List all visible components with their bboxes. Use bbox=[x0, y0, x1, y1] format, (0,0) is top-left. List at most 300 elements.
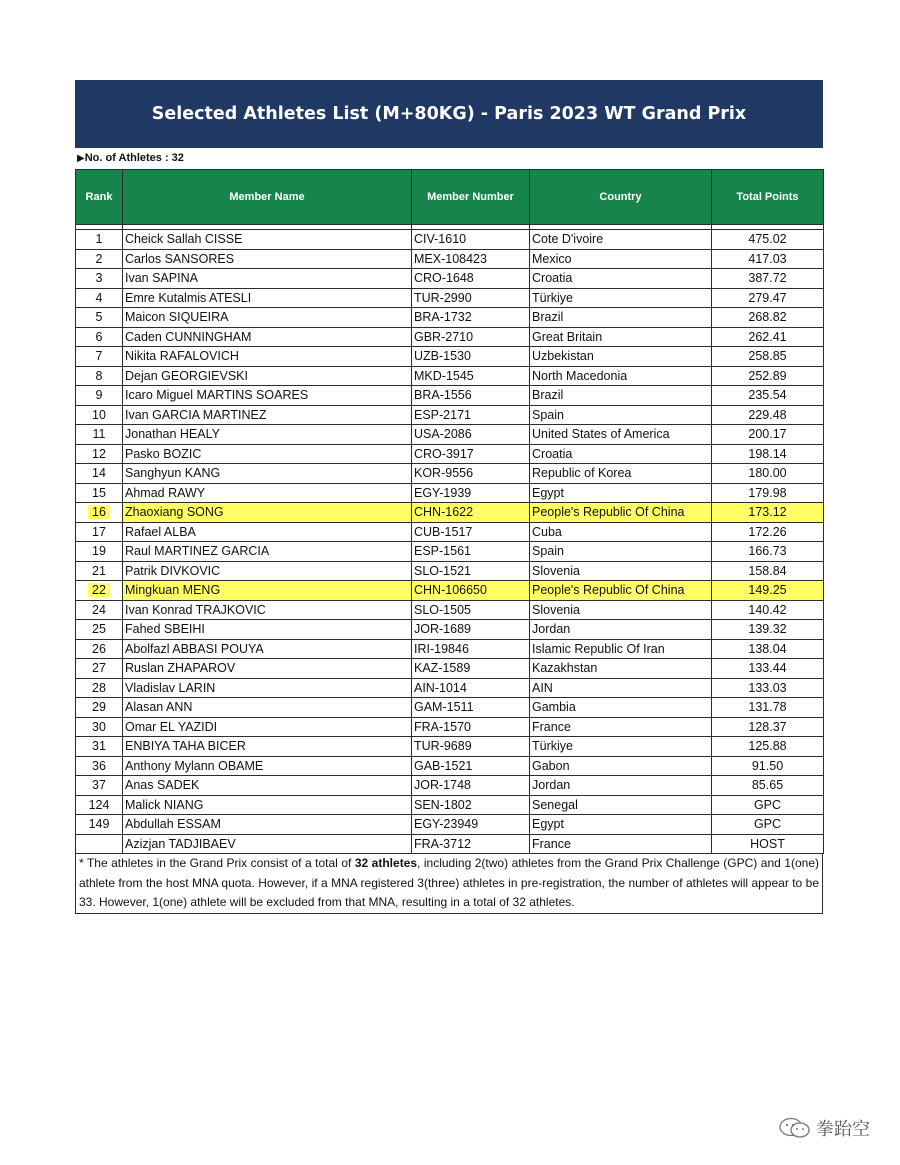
table-row bbox=[76, 678, 824, 698]
member-name-cell bbox=[123, 737, 412, 757]
member-name-cell-text: Ruslan ZHAPAROV bbox=[125, 661, 236, 676]
athlete-count-label: No. of Athletes : 32 bbox=[84, 152, 184, 164]
total-points-cell-text: 173.12 bbox=[748, 505, 787, 520]
member-name-cell bbox=[123, 308, 412, 328]
total-points-cell-text: 125.88 bbox=[748, 739, 787, 754]
country-cell bbox=[530, 230, 712, 250]
table-row bbox=[76, 776, 824, 796]
country-cell-text: People's Republic Of China bbox=[532, 505, 685, 520]
country-cell bbox=[530, 386, 712, 406]
footnote bbox=[75, 854, 823, 914]
rank-cell-text: 11 bbox=[92, 427, 106, 442]
rank-cell-text: 27 bbox=[92, 661, 106, 676]
member-name-cell bbox=[123, 698, 412, 718]
total-points-cell-text: 180.00 bbox=[748, 466, 787, 481]
total-points-cell bbox=[712, 717, 824, 737]
total-points-cell-text: GPC bbox=[753, 817, 782, 832]
country-cell-text: Brazil bbox=[532, 388, 564, 403]
member-name-cell-text: Anthony Mylann OBAME bbox=[125, 758, 264, 773]
table-row bbox=[76, 581, 824, 601]
member-name-cell bbox=[123, 503, 412, 523]
country-cell bbox=[530, 425, 712, 445]
member-number-cell bbox=[412, 581, 530, 601]
total-points-cell-text: 158.84 bbox=[748, 563, 787, 578]
member-name-cell bbox=[123, 230, 412, 250]
total-points-cell bbox=[712, 737, 824, 757]
member-name-cell-text: Cheick Sallah CISSE bbox=[125, 232, 243, 247]
total-points-cell-text: 235.54 bbox=[748, 388, 787, 403]
member-number-cell bbox=[412, 386, 530, 406]
total-points-cell-text: 138.04 bbox=[748, 641, 787, 656]
country-cell-text: Slovenia bbox=[532, 602, 580, 617]
country-cell-text: North Macedonia bbox=[532, 368, 628, 383]
member-number-cell-text: BRA-1732 bbox=[414, 310, 472, 325]
total-points-cell-text: 128.37 bbox=[748, 719, 787, 734]
country-cell-text: People's Republic Of China bbox=[532, 583, 685, 598]
footnote-bold-count: 32 athletes bbox=[354, 856, 418, 870]
table-row bbox=[76, 327, 824, 347]
total-points-cell-text: 417.03 bbox=[748, 251, 787, 266]
rank-cell-text: 15 bbox=[92, 485, 106, 500]
member-number-cell-text: USA-2086 bbox=[414, 427, 472, 442]
watermark-text: 拳跆空 bbox=[816, 1119, 870, 1139]
country-cell bbox=[530, 717, 712, 737]
member-name-cell-text: Ivan SAPINA bbox=[125, 271, 198, 286]
rank-cell-text: 8 bbox=[95, 368, 103, 383]
total-points-cell bbox=[712, 249, 824, 269]
total-points-cell bbox=[712, 795, 824, 815]
member-number-cell-text: MKD-1545 bbox=[414, 368, 474, 383]
country-cell bbox=[530, 600, 712, 620]
rank-cell-text: 37 bbox=[92, 778, 106, 793]
country-cell-text: Cote D'ivoire bbox=[532, 232, 604, 247]
total-points-cell-text: HOST bbox=[750, 836, 785, 851]
country-cell bbox=[530, 737, 712, 757]
total-points-cell-text: 262.41 bbox=[748, 329, 787, 344]
member-name-cell-text: Abdullah ESSAM bbox=[125, 817, 221, 832]
total-points-cell bbox=[712, 698, 824, 718]
total-points-cell bbox=[712, 366, 824, 386]
member-name-cell-text: ENBIYA TAHA BICER bbox=[125, 739, 246, 754]
rank-cell-text: 149 bbox=[88, 817, 110, 832]
total-points-cell bbox=[712, 444, 824, 464]
member-number-cell-text: CRO-1648 bbox=[414, 271, 474, 286]
member-number-cell bbox=[412, 425, 530, 445]
table-row bbox=[76, 795, 824, 815]
country-cell bbox=[530, 776, 712, 796]
member-number-cell bbox=[412, 444, 530, 464]
rank-cell bbox=[76, 503, 123, 523]
member-number-cell-text: CIV-1610 bbox=[414, 232, 467, 247]
member-number-cell bbox=[412, 834, 530, 854]
member-number-cell-text: GBR-2710 bbox=[414, 329, 474, 344]
rank-cell bbox=[76, 776, 123, 796]
table-row bbox=[76, 834, 824, 854]
country-cell bbox=[530, 347, 712, 367]
total-points-cell bbox=[712, 620, 824, 640]
rank-cell bbox=[76, 561, 123, 581]
rank-cell bbox=[76, 581, 123, 601]
member-number-cell bbox=[412, 561, 530, 581]
member-number-cell-text: JOR-1748 bbox=[414, 778, 471, 793]
member-name-cell bbox=[123, 776, 412, 796]
table-row bbox=[76, 288, 824, 308]
rank-cell bbox=[76, 834, 123, 854]
member-name-cell bbox=[123, 347, 412, 367]
rank-cell-text: 4 bbox=[95, 290, 103, 305]
member-number-cell-text: GAM-1511 bbox=[414, 700, 474, 715]
total-points-cell-text: 131.78 bbox=[748, 700, 787, 715]
member-name-cell-text: Malick NIANG bbox=[125, 797, 204, 812]
total-points-cell-text: 200.17 bbox=[748, 427, 787, 442]
country-cell-text: Republic of Korea bbox=[532, 466, 632, 481]
total-points-cell-text: 258.85 bbox=[748, 349, 787, 364]
rank-cell-text: 24 bbox=[92, 602, 106, 617]
member-number-cell bbox=[412, 620, 530, 640]
country-cell bbox=[530, 678, 712, 698]
page-title: Selected Athletes List (M+80KG) - Paris 2023 WT Grand Prix bbox=[75, 80, 823, 148]
total-points-cell bbox=[712, 347, 824, 367]
total-points-cell bbox=[712, 308, 824, 328]
member-name-cell bbox=[123, 795, 412, 815]
table-row bbox=[76, 639, 824, 659]
rank-cell bbox=[76, 659, 123, 679]
member-number-cell bbox=[412, 483, 530, 503]
total-points-cell bbox=[712, 639, 824, 659]
country-cell-text: Great Britain bbox=[532, 329, 603, 344]
table-row bbox=[76, 522, 824, 542]
member-number-cell bbox=[412, 269, 530, 289]
rank-cell-text: 12 bbox=[92, 446, 106, 461]
total-points-cell-text: 85.65 bbox=[751, 778, 784, 793]
rank-cell-text: 2 bbox=[95, 251, 103, 266]
member-number-cell-text: SLO-1505 bbox=[414, 602, 471, 617]
country-cell bbox=[530, 327, 712, 347]
country-cell-text: Gabon bbox=[532, 758, 570, 773]
table-row bbox=[76, 659, 824, 679]
athletes-table bbox=[75, 169, 824, 854]
country-cell bbox=[530, 834, 712, 854]
country-cell-text: Slovenia bbox=[532, 563, 580, 578]
total-points-cell-text: 387.72 bbox=[748, 271, 787, 286]
member-name-cell-text: Ahmad RAWY bbox=[125, 485, 206, 500]
total-points-cell-text: 279.47 bbox=[748, 290, 787, 305]
rank-cell bbox=[76, 366, 123, 386]
total-points-cell bbox=[712, 386, 824, 406]
country-cell bbox=[530, 249, 712, 269]
rank-cell bbox=[76, 639, 123, 659]
country-cell-text: France bbox=[532, 836, 571, 851]
member-name-cell-text: Fahed SBEIHI bbox=[125, 622, 205, 637]
member-number-cell bbox=[412, 366, 530, 386]
member-number-cell-text: ESP-1561 bbox=[414, 544, 471, 559]
country-cell bbox=[530, 444, 712, 464]
member-number-cell bbox=[412, 542, 530, 562]
member-number-cell-text: UZB-1530 bbox=[414, 349, 471, 364]
rank-cell-text: 22 bbox=[88, 583, 110, 597]
rank-cell-text: 36 bbox=[92, 758, 106, 773]
rank-cell-text: 10 bbox=[92, 407, 106, 422]
table-row bbox=[76, 717, 824, 737]
wechat-logo-icon bbox=[778, 1117, 812, 1139]
total-points-cell bbox=[712, 327, 824, 347]
member-name-cell bbox=[123, 269, 412, 289]
member-number-cell-text: KAZ-1589 bbox=[414, 661, 471, 676]
rank-cell-text: 14 bbox=[92, 466, 106, 481]
country-cell-text: Croatia bbox=[532, 446, 573, 461]
country-cell-text: Islamic Republic Of Iran bbox=[532, 641, 665, 656]
table-row bbox=[76, 425, 824, 445]
rank-cell bbox=[76, 464, 123, 484]
member-number-cell bbox=[412, 347, 530, 367]
rank-cell bbox=[76, 600, 123, 620]
member-number-cell-text: FRA-1570 bbox=[414, 719, 471, 734]
rank-cell bbox=[76, 756, 123, 776]
member-number-cell-text: CHN-1622 bbox=[414, 505, 474, 520]
member-name-cell bbox=[123, 659, 412, 679]
rank-cell bbox=[76, 347, 123, 367]
member-number-cell-text: TUR-9689 bbox=[414, 739, 472, 754]
total-points-cell bbox=[712, 522, 824, 542]
rank-cell-text: 3 bbox=[95, 271, 103, 286]
country-cell bbox=[530, 795, 712, 815]
table-row bbox=[76, 756, 824, 776]
member-number-cell-text: SLO-1521 bbox=[414, 563, 471, 578]
member-number-cell-text: SEN-1802 bbox=[414, 797, 472, 812]
rank-cell-text: 28 bbox=[92, 680, 106, 695]
country-cell-text: AIN bbox=[532, 680, 553, 695]
member-name-cell bbox=[123, 717, 412, 737]
total-points-cell-text: 229.48 bbox=[748, 407, 787, 422]
member-name-cell bbox=[123, 288, 412, 308]
total-points-cell bbox=[712, 464, 824, 484]
rank-cell-text: 7 bbox=[95, 349, 103, 364]
member-number-cell bbox=[412, 230, 530, 250]
rank-cell bbox=[76, 542, 123, 562]
rank-cell-text: 5 bbox=[95, 310, 103, 325]
country-cell-text: United States of America bbox=[532, 427, 670, 442]
member-name-cell bbox=[123, 639, 412, 659]
country-cell bbox=[530, 620, 712, 640]
country-cell-text: Egypt bbox=[532, 485, 564, 500]
rank-cell-text: 25 bbox=[92, 622, 106, 637]
country-cell-text: Croatia bbox=[532, 271, 573, 286]
member-number-cell-text: JOR-1689 bbox=[414, 622, 471, 637]
rank-cell bbox=[76, 308, 123, 328]
member-number-cell-text: MEX-108423 bbox=[414, 251, 487, 266]
rank-cell-text: 29 bbox=[92, 700, 106, 715]
country-cell-text: Kazakhstan bbox=[532, 661, 598, 676]
country-cell bbox=[530, 503, 712, 523]
total-points-cell bbox=[712, 834, 824, 854]
rank-cell-text: 26 bbox=[92, 641, 106, 656]
table-row bbox=[76, 698, 824, 718]
member-number-cell bbox=[412, 503, 530, 523]
member-number-cell-text: IRI-19846 bbox=[414, 641, 469, 656]
country-cell bbox=[530, 756, 712, 776]
country-cell-text: Spain bbox=[532, 544, 564, 559]
rank-cell-text: 124 bbox=[88, 797, 110, 812]
table-row bbox=[76, 444, 824, 464]
member-name-cell-text: Mingkuan MENG bbox=[125, 583, 221, 598]
rank-cell bbox=[76, 405, 123, 425]
member-number-cell-text: CRO-3917 bbox=[414, 446, 474, 461]
table-row bbox=[76, 542, 824, 562]
member-name-cell-text: Carlos SANSORES bbox=[125, 251, 235, 266]
table-row bbox=[76, 386, 824, 406]
rank-cell-text: 6 bbox=[95, 329, 103, 344]
rank-cell bbox=[76, 249, 123, 269]
country-cell-text: Mexico bbox=[532, 251, 572, 266]
country-cell-text: Senegal bbox=[532, 797, 578, 812]
member-number-cell-text: TUR-2990 bbox=[414, 290, 472, 305]
country-cell-text: France bbox=[532, 719, 571, 734]
member-name-cell bbox=[123, 542, 412, 562]
total-points-cell-text: 179.98 bbox=[748, 485, 787, 500]
member-number-cell-text: FRA-3712 bbox=[414, 836, 471, 851]
member-name-cell-text: Alasan ANN bbox=[125, 700, 193, 715]
country-cell bbox=[530, 464, 712, 484]
column-header-member-name: Member Name bbox=[123, 170, 412, 225]
rank-cell bbox=[76, 698, 123, 718]
country-cell bbox=[530, 308, 712, 328]
total-points-cell bbox=[712, 230, 824, 250]
table-row bbox=[76, 503, 824, 523]
member-number-cell bbox=[412, 308, 530, 328]
table-row bbox=[76, 815, 824, 835]
watermark bbox=[778, 1115, 870, 1141]
total-points-cell-text: 252.89 bbox=[748, 368, 787, 383]
total-points-cell-text: 166.73 bbox=[748, 544, 787, 559]
total-points-cell bbox=[712, 425, 824, 445]
total-points-cell-text: 133.03 bbox=[748, 680, 787, 695]
column-header-member-number: Member Number bbox=[412, 170, 530, 225]
table-row bbox=[76, 347, 824, 367]
total-points-cell-text: 268.82 bbox=[748, 310, 787, 325]
total-points-cell-text: 140.42 bbox=[748, 602, 787, 617]
country-cell-text: Spain bbox=[532, 407, 564, 422]
table-row bbox=[76, 230, 824, 250]
country-cell bbox=[530, 269, 712, 289]
table-row bbox=[76, 405, 824, 425]
table-row bbox=[76, 308, 824, 328]
rank-cell bbox=[76, 483, 123, 503]
table-row bbox=[76, 561, 824, 581]
country-cell-text: Jordan bbox=[532, 778, 571, 793]
total-points-cell bbox=[712, 288, 824, 308]
member-number-cell bbox=[412, 639, 530, 659]
member-name-cell bbox=[123, 366, 412, 386]
table-row bbox=[76, 249, 824, 269]
document bbox=[75, 80, 823, 914]
table-row bbox=[76, 737, 824, 757]
member-name-cell bbox=[123, 620, 412, 640]
rank-cell bbox=[76, 269, 123, 289]
country-cell-text: Cuba bbox=[532, 524, 562, 539]
rank-cell-text: 16 bbox=[88, 505, 110, 519]
rank-cell bbox=[76, 678, 123, 698]
total-points-cell-text: GPC bbox=[753, 797, 782, 812]
rank-cell bbox=[76, 386, 123, 406]
member-name-cell-text: Sanghyun KANG bbox=[125, 466, 221, 481]
member-name-cell-text: Ivan GARCIA MARTINEZ bbox=[125, 407, 267, 422]
total-points-cell-text: 475.02 bbox=[748, 232, 787, 247]
member-number-cell bbox=[412, 815, 530, 835]
member-name-cell-text: Icaro Miguel MARTINS SOARES bbox=[125, 388, 309, 403]
total-points-cell bbox=[712, 503, 824, 523]
country-cell bbox=[530, 815, 712, 835]
rank-cell-text: 9 bbox=[95, 388, 103, 403]
column-header-rank: Rank bbox=[76, 170, 123, 225]
column-header-country: Country bbox=[530, 170, 712, 225]
member-number-cell bbox=[412, 717, 530, 737]
rank-cell-text: 19 bbox=[92, 544, 106, 559]
country-cell bbox=[530, 639, 712, 659]
member-number-cell bbox=[412, 737, 530, 757]
rank-cell bbox=[76, 717, 123, 737]
member-name-cell bbox=[123, 678, 412, 698]
rank-cell bbox=[76, 795, 123, 815]
member-number-cell-text: CUB-1517 bbox=[414, 524, 473, 539]
country-cell-text: Gambia bbox=[532, 700, 576, 715]
rank-cell bbox=[76, 620, 123, 640]
column-header-total-points: Total Points bbox=[712, 170, 824, 225]
member-number-cell bbox=[412, 600, 530, 620]
member-name-cell bbox=[123, 249, 412, 269]
total-points-cell bbox=[712, 756, 824, 776]
total-points-cell bbox=[712, 561, 824, 581]
member-name-cell bbox=[123, 561, 412, 581]
total-points-cell-text: 198.14 bbox=[748, 446, 787, 461]
table-row bbox=[76, 269, 824, 289]
member-number-cell bbox=[412, 464, 530, 484]
table-row bbox=[76, 464, 824, 484]
member-number-cell-text: ESP-2171 bbox=[414, 407, 471, 422]
member-number-cell-text: EGY-1939 bbox=[414, 485, 472, 500]
member-number-cell-text: AIN-1014 bbox=[414, 680, 467, 695]
member-name-cell bbox=[123, 581, 412, 601]
footnote-text-after: , including 2(two) athletes from the Grand Prix Challenge (GPC) and 1(one) athlete from the host MNA quota. However, if a MNA registered 3(three) athletes in pre-registration, the number of athletes will appear to be 33. However, 1(one) athlete will be excluded from that MNA, resulting in a total of 32 athletes. bbox=[79, 856, 819, 909]
rank-cell-text: 1 bbox=[95, 232, 103, 247]
rank-cell bbox=[76, 522, 123, 542]
table-row bbox=[76, 600, 824, 620]
member-name-cell bbox=[123, 815, 412, 835]
member-name-cell bbox=[123, 756, 412, 776]
country-cell-text: Jordan bbox=[532, 622, 571, 637]
rank-cell-text: 31 bbox=[92, 739, 106, 754]
member-name-cell bbox=[123, 834, 412, 854]
total-points-cell bbox=[712, 269, 824, 289]
country-cell bbox=[530, 542, 712, 562]
member-number-cell-text: BRA-1556 bbox=[414, 388, 472, 403]
country-cell bbox=[530, 522, 712, 542]
total-points-cell bbox=[712, 600, 824, 620]
member-number-cell bbox=[412, 288, 530, 308]
member-name-cell bbox=[123, 425, 412, 445]
rank-cell bbox=[76, 288, 123, 308]
member-number-cell bbox=[412, 405, 530, 425]
total-points-cell-text: 149.25 bbox=[748, 583, 787, 598]
country-cell bbox=[530, 561, 712, 581]
rank-cell bbox=[76, 230, 123, 250]
country-cell bbox=[530, 581, 712, 601]
rank-cell bbox=[76, 444, 123, 464]
member-number-cell bbox=[412, 776, 530, 796]
member-name-cell bbox=[123, 327, 412, 347]
country-cell bbox=[530, 405, 712, 425]
country-cell-text: Brazil bbox=[532, 310, 564, 325]
member-name-cell-text: Dejan GEORGIEVSKI bbox=[125, 368, 248, 383]
